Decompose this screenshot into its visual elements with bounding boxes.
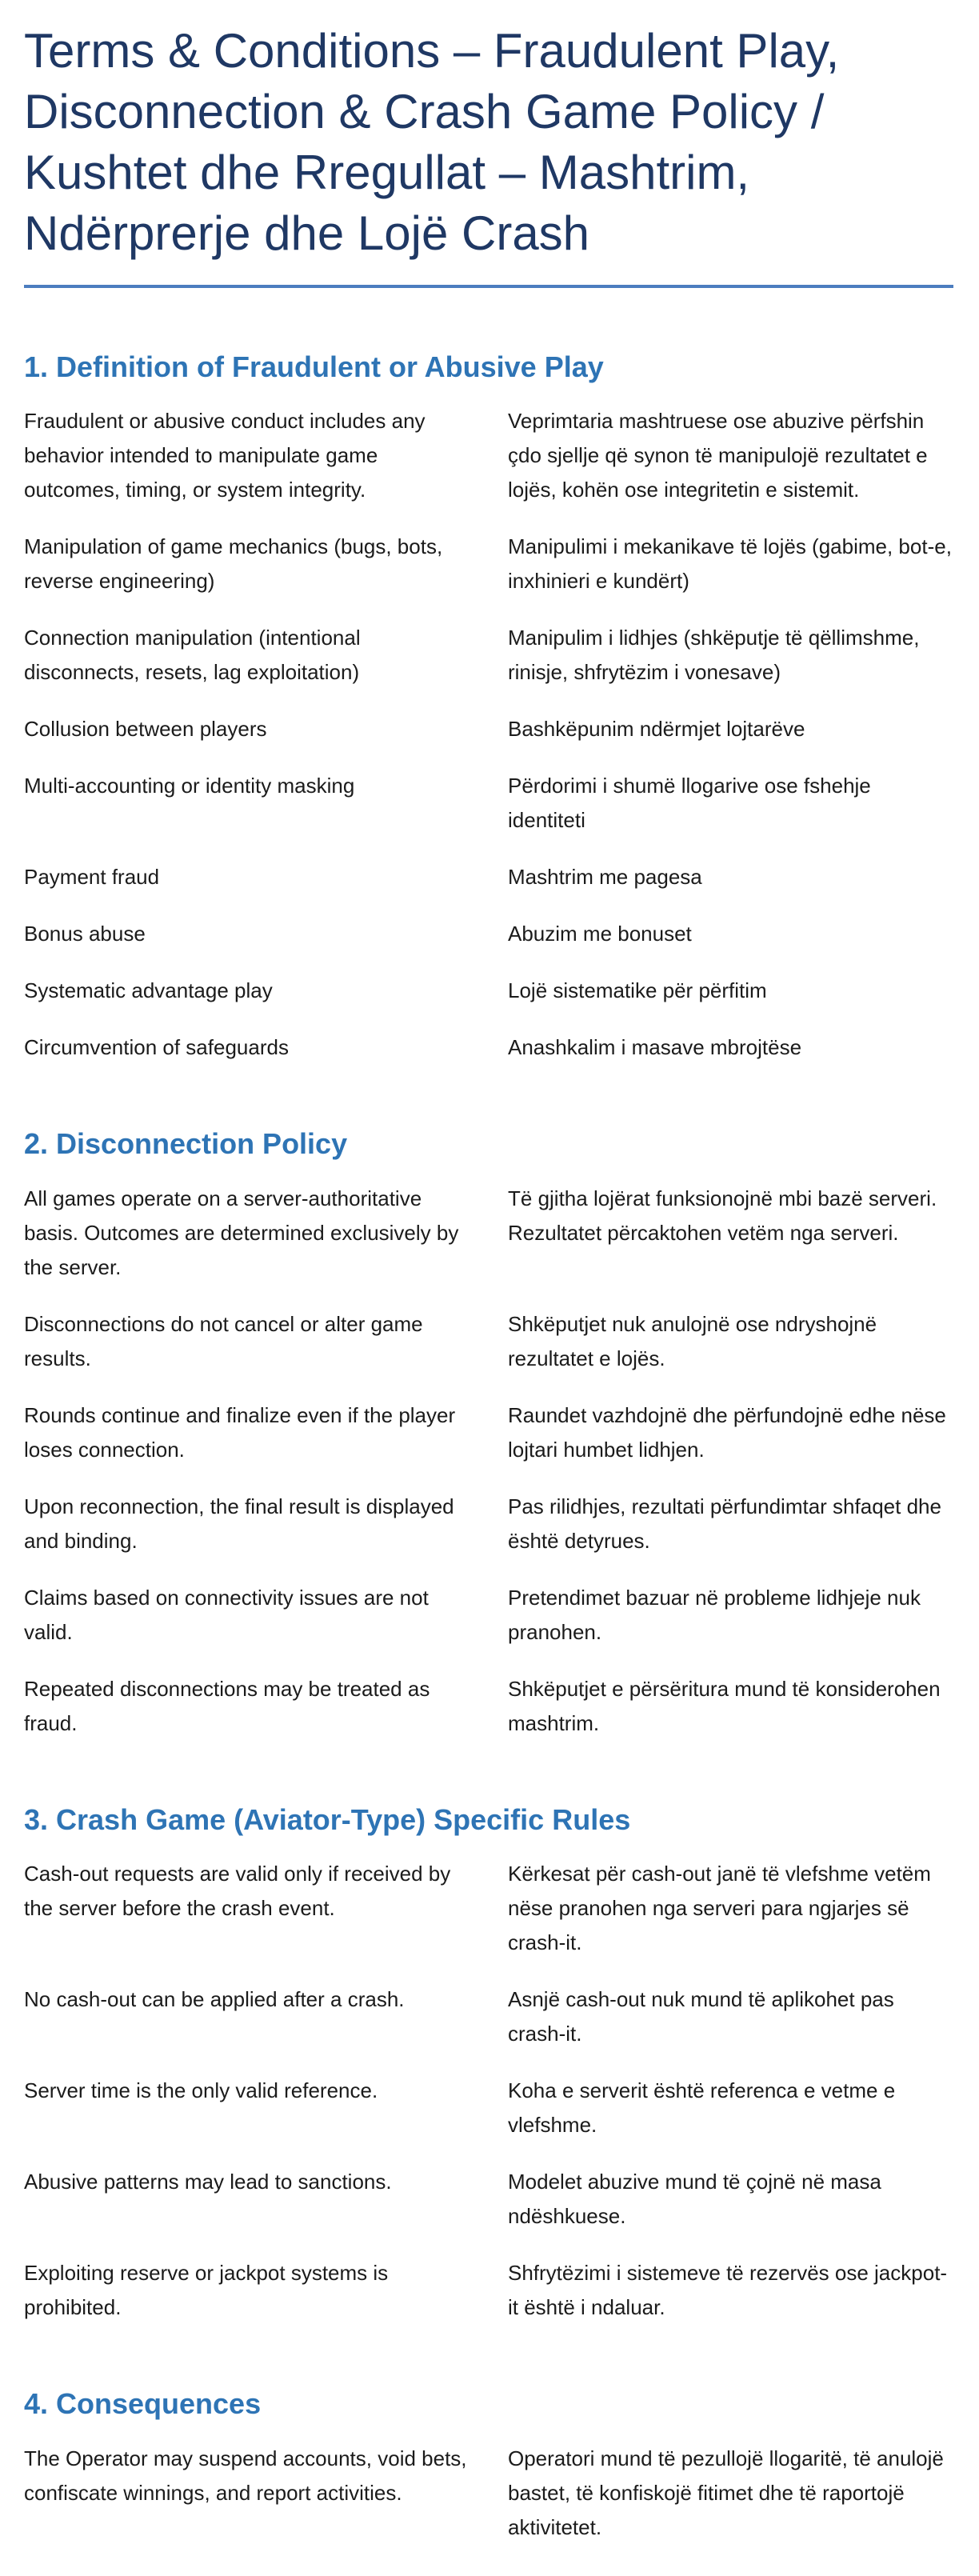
table-row xyxy=(24,974,953,1008)
cell-albanian: Shfrytëzimi i sistemeve të rezervës ose jackpot-it është i ndaluar. xyxy=(508,2261,948,2320)
cell-english: Repeated disconnections may be treated as fraud. xyxy=(24,1676,430,1735)
cell-albanian: Manipulimi i mekanikave të lojës (gabime, bot-e, inxhinieri e kundërt) xyxy=(508,534,952,594)
cell-english: No cash-out can be applied after a crash. xyxy=(24,1987,405,2012)
cell-albanian: Anashkalim i masave mbrojtëse xyxy=(508,1035,802,1060)
table-row xyxy=(24,404,953,507)
section-2-disconnection-policy xyxy=(24,1127,953,1740)
table-row xyxy=(24,530,953,598)
cell-albanian: Veprimtaria mashtruese ose abuzive përfshin çdo sjellje që synon të manipulojë rezultatet e lojës, kohën ose integritetin e sistemit. xyxy=(508,409,928,502)
section-3-heading: 3. Crash Game (Aviator-Type) Specific Rules xyxy=(24,1802,631,1836)
table-row xyxy=(24,1581,953,1650)
section-4-table xyxy=(24,2442,953,2545)
cell-english: Claims based on connectivity issues are not valid. xyxy=(24,1585,429,1644)
page-title: Terms & Conditions – Fraudulent Play, Disconnection & Crash Game Policy / Kushtet dhe Rregullat – Mashtrim, Ndërprerje dhe Lojë Crash xyxy=(24,21,953,288)
section-1-table xyxy=(24,404,953,1065)
cell-albanian: Asnjë cash-out nuk mund të aplikohet pas crash-it. xyxy=(508,1987,894,2046)
cell-english: Circumvention of safeguards xyxy=(24,1035,289,1060)
cell-english: Upon reconnection, the final result is displayed and binding. xyxy=(24,1494,454,1553)
section-1-heading: 1. Definition of Fraudulent or Abusive Play xyxy=(24,350,604,383)
cell-albanian: Abuzim me bonuset xyxy=(508,922,692,946)
table-row xyxy=(24,1857,953,1960)
cell-english: Multi-accounting or identity masking xyxy=(24,774,355,798)
cell-albanian: Pretendimet bazuar në probleme lidhjeje nuk pranohen. xyxy=(508,1585,921,1644)
section-2-table xyxy=(24,1182,953,1741)
cell-english: Manipulation of game mechanics (bugs, bots, reverse engineering) xyxy=(24,534,443,594)
table-row xyxy=(24,2165,953,2234)
cell-albanian: Raundet vazhdojnë dhe përfundojnë edhe nëse lojtari humbet lidhjen. xyxy=(508,1402,946,1462)
cell-english: Payment fraud xyxy=(24,865,160,890)
section-2-heading: 2. Disconnection Policy xyxy=(24,1127,348,1161)
cell-english: Abusive patterns may lead to sanctions. xyxy=(24,2170,392,2194)
cell-english: Disconnections do not cancel or alter game results. xyxy=(24,1311,423,1370)
cell-albanian: Bashkëpunim ndërmjet lojtarëve xyxy=(508,717,805,742)
table-row xyxy=(24,2256,953,2325)
cell-english: Systematic advantage play xyxy=(24,978,273,1003)
section-3-crash-game-rules xyxy=(24,1803,953,2325)
table-row xyxy=(24,621,953,690)
table-row xyxy=(24,712,953,746)
cell-albanian: Përdorimi i shumë llogarive ose fshehje identiteti xyxy=(508,774,871,833)
cell-albanian: Shkëputjet nuk anulojnë ose ndryshojnë rezultatet e lojës. xyxy=(508,1311,877,1370)
table-row xyxy=(24,1490,953,1558)
cell-albanian: Të gjitha lojërat funksionojnë mbi bazë serveri. Rezultatet përcaktohen vetëm nga serveri. xyxy=(508,1186,937,1245)
cell-albanian: Pas rilidhjes, rezultati përfundimtar shfaqet dhe është detyrues. xyxy=(508,1494,941,1553)
cell-albanian: Modelet abuzive mund të çojnë në masa ndëshkuese. xyxy=(508,2170,881,2229)
cell-albanian: Manipulim i lidhjes (shkëputje të qëllimshme, rinisje, shfrytëzim i vonesave) xyxy=(508,626,920,685)
cell-english: Rounds continue and finalize even if the player loses connection. xyxy=(24,1402,456,1462)
cell-english: The Operator may suspend accounts, void bets, confiscate winnings, and report activities. xyxy=(24,2446,467,2505)
table-row xyxy=(24,1030,953,1065)
cell-english: Collusion between players xyxy=(24,717,267,742)
section-1-fraudulent-play xyxy=(24,350,953,1065)
table-row xyxy=(24,860,953,894)
cell-albanian: Kërkesat për cash-out janë të vlefshme vetëm nëse pranohen nga serveri para ngjarjes së crash-it. xyxy=(508,1862,931,1955)
cell-english: Connection manipulation (intentional disconnects, resets, lag exploitation) xyxy=(24,626,361,685)
table-row xyxy=(24,1182,953,1285)
section-3-table xyxy=(24,1857,953,2325)
cell-english: Exploiting reserve or jackpot systems is prohibited. xyxy=(24,2261,389,2320)
table-row xyxy=(24,1307,953,1376)
table-row xyxy=(24,917,953,951)
table-row xyxy=(24,2442,953,2545)
cell-english: Cash-out requests are valid only if received by the server before the crash event. xyxy=(24,1862,451,1921)
section-4-heading: 4. Consequences xyxy=(24,2387,262,2421)
cell-albanian: Shkëputjet e përsëritura mund të konsiderohen mashtrim. xyxy=(508,1676,941,1735)
cell-albanian: Operatori mund të pezullojë llogaritë, të anulojë bastet, të konfiskojë fitimet dhe të raportojë aktivitetet. xyxy=(508,2446,944,2539)
table-row xyxy=(24,1672,953,1741)
cell-english: Server time is the only valid reference. xyxy=(24,2078,378,2103)
cell-albanian: Koha e serverit është referenca e vetme e vlefshme. xyxy=(508,2078,896,2138)
table-row xyxy=(24,1398,953,1467)
table-row xyxy=(24,769,953,838)
table-row xyxy=(24,2074,953,2142)
cell-english: Fraudulent or abusive conduct includes any behavior intended to manipulate game outcomes, timing, or system integrity. xyxy=(24,409,426,502)
cell-albanian: Mashtrim me pagesa xyxy=(508,865,702,890)
section-4-consequences xyxy=(24,2387,953,2544)
cell-english: All games operate on a server-authoritative basis. Outcomes are determined exclusively by the server. xyxy=(24,1186,459,1279)
cell-albanian: Lojë sistematike për përfitim xyxy=(508,978,767,1003)
table-row xyxy=(24,1982,953,2051)
cell-english: Bonus abuse xyxy=(24,922,146,946)
